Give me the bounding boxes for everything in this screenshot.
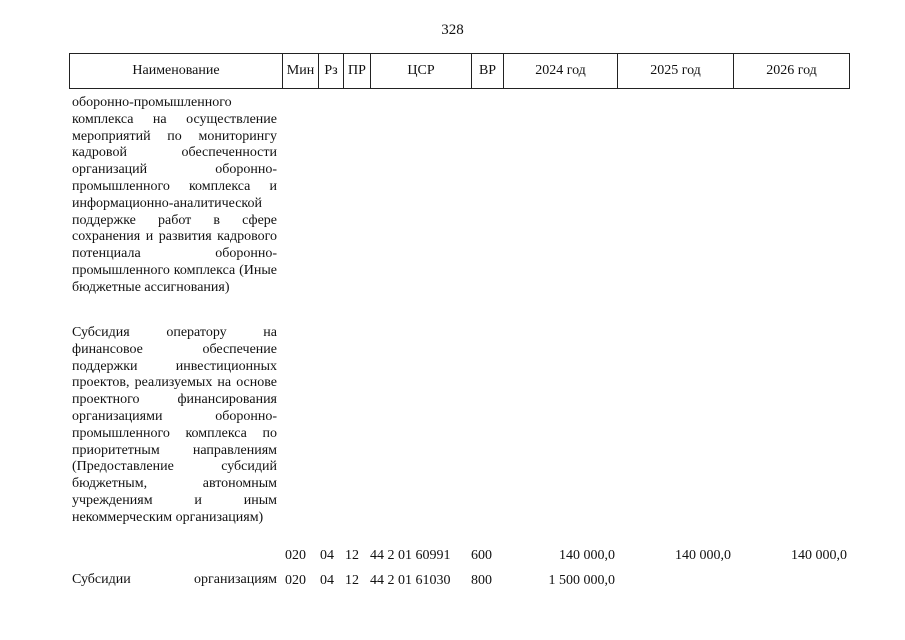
header-rz: Рз (319, 54, 344, 88)
row-name-subsidy-operator: Субсидия оператору на финансовое обеспечение поддержки инвестиционных проектов, реализуемых на основе проектного финансирования организациями оборонно-промышленного комплекса по приоритетным направлениям (Предоставление субсидий бюджетным, автономным учреждениям и иным некоммерческим организациям) (72, 325, 277, 525)
row2-pr: 12 (345, 548, 359, 563)
header-vr: ВР (472, 54, 504, 88)
header-pr: ПР (344, 54, 371, 88)
header-2024: 2024 год (504, 54, 618, 88)
row2-vr: 600 (471, 548, 492, 563)
row3-csr: 44 2 01 61030 (370, 573, 451, 588)
page-number: 328 (441, 22, 464, 38)
row2-2024: 140 000,0 (559, 548, 615, 563)
row2-csr: 44 2 01 60991 (370, 548, 451, 563)
row2-2025: 140 000,0 (675, 548, 731, 563)
row-name-continuation: оборонно-промышленного комплекса на осуществление мероприятий по мониторингу кадровой обеспеченности организаций оборонно-промышленного комплекса и информационно-аналитической поддержке работ в сфере сохранения и развития кадрового потенциала оборонно-промышленного комплекса (Иные бюджетные ассигнования) (72, 95, 277, 295)
header-name: Наименование (70, 54, 283, 88)
header-csr: ЦСР (371, 54, 472, 88)
row-name-subsidies-organizations: Субсидии организациям (72, 572, 277, 587)
table-header (69, 53, 850, 89)
header-min: Мин (283, 54, 319, 88)
row3-vr: 800 (471, 573, 492, 588)
row3-rz: 04 (320, 573, 334, 588)
header-2025: 2025 год (618, 54, 734, 88)
row2-rz: 04 (320, 548, 334, 563)
row3-2024: 1 500 000,0 (548, 573, 615, 588)
row2-min: 020 (285, 548, 306, 563)
row3-min: 020 (285, 573, 306, 588)
row3-pr: 12 (345, 573, 359, 588)
header-2026: 2026 год (766, 63, 817, 78)
row2-2026: 140 000,0 (791, 548, 847, 563)
